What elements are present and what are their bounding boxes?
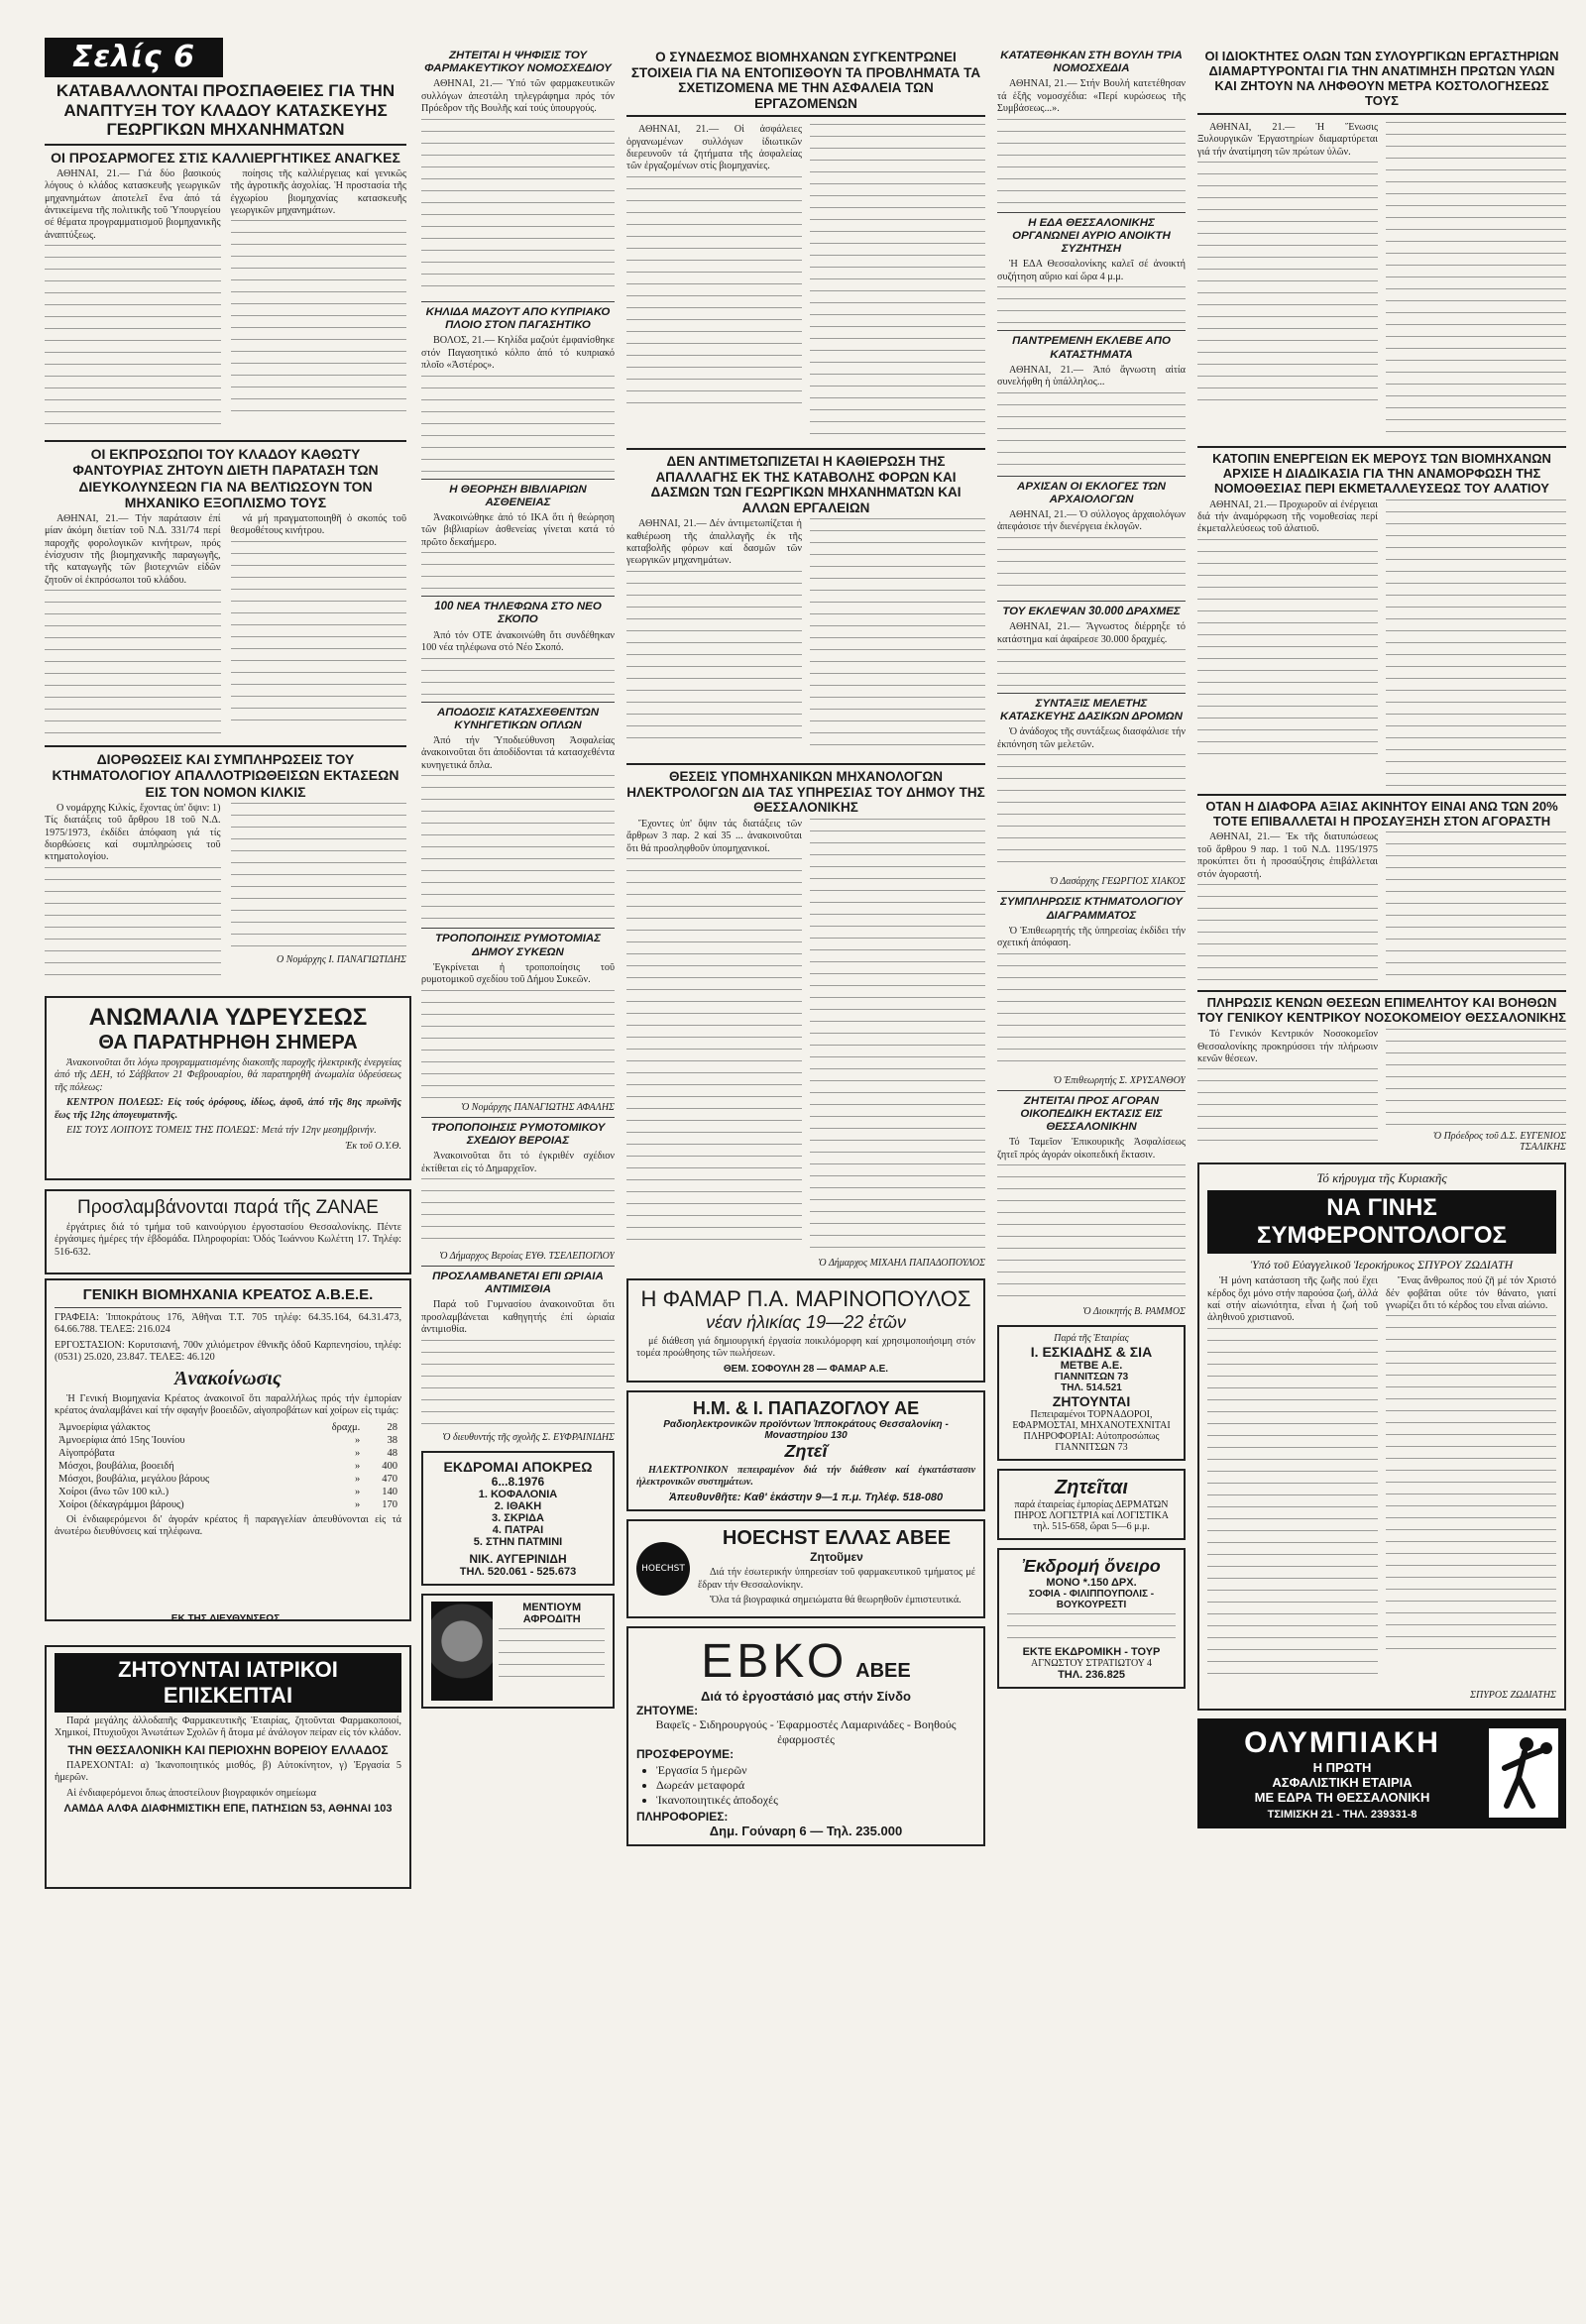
ad-famar [626,1278,985,1383]
ad-water-title: ΑΝΩΜΑΛΙΑ ΥΔΡΕΥΣΕΩΣ [88,1004,368,1031]
signature-sykies: Ὁ Νομάρχης ΠΑΝΑΓΙΩΤΗΣ ΑΦΑΛΗΣ [461,1101,615,1113]
ad-eskiadis-info: ΠΛΗΡΟΦΟΡΙΑΙ: Αὐτοπροσώπως ΓΙΑΝΝΙΤΣΩΝ 73 [1023,1431,1160,1454]
excursion-stop: 2. ΙΘΑΚΗ [494,1499,542,1512]
ad-water-supply [45,996,411,1180]
headline-hunting-guns: ΑΠΟΔΟΣΙΣ ΚΑΤΑΣΧΕΘΕΝΤΩΝ ΚΥΝΗΓΕΤΙΚΩΝ ΟΠΛΩΝ [436,706,600,731]
headline-cadastre: ΣΥΜΠΛΗΡΩΣΙΣ ΚΤΗΜΑΤΟΛΟΓΙΟΥ ΔΙΑΓΡΑΜΜΑΤΟΣ [1000,896,1183,922]
ad-medical-offer: ΠΑΡΕΧΟΝΤΑΙ: α) Ἱκανοποιητικός μισθός, β) Αὐτοκίνητον, γ) Ἐργασία 5 ἡμερῶν. [55,1759,401,1784]
headline-representatives: ΟΙ ΕΚΠΡΟΣΩΠΟΙ ΤΟΥ ΚΛΑΔΟΥ ΚΑΘΩΤΥ ΦΑΝΤΟΥΡΙΑΣ ΖΗΤΟΥΝ ΔΙΕΤΗ ΠΑΡΑΤΑΣΗ ΤΩΝ ΔΙΕΥΚΟΛΥΝΣΕΩΝ ΓΙΑ ΝΑ ΒΕΛΤΙΩΣΟΥΝ ΤΟΝ ΜΗΧΑΝΙΚΟ ΕΞΟΠΛΙΣΜΟ ΤΟΥΣ [72,446,379,510]
ad-medical-reps [45,1645,411,1889]
excursion-stop: 4. ΠΑΤΡΑΙ [492,1523,544,1536]
ad-excursion [421,1451,615,1586]
article-shoplifter: ΑΘΗΝΑΙ, 21.— Ἀπό ἄγνωστη αἰτία συνελήφθη ἡ ὑπάλληλος... [997,364,1186,388]
sermon-byline: Ὑπό τοῦ Εὐαγγελικοῦ Ἱεροκήρυκος ΣΠΥΡΟΥ ΖΩΔΙΑΤΗ [1250,1258,1514,1273]
ad-water-from: Ἐκ τοῦ Ο.Υ.Θ. [345,1140,401,1152]
ad-water-areas: ΚΕΝΤΡΟΝ ΠΟΛΕΩΣ: Εἰς τούς ὀρόφους, ἰδίως, ἀφοῦ, ἀπό τῆς 8ης πρωϊνῆς ἕως τῆς 12ης ἀπογευματινῆς. [55,1097,401,1121]
ad-meat-announce-title: Ἀνακοίνωσις [174,1367,282,1389]
headline-property-value: ΟΤΑΝ Η ΔΙΑΦΟΡΑ ΑΞΙΑΣ ΑΚΙΝΗΤΟΥ ΕΙΝΑΙ ΑΝΩ ΤΩΝ 20% ΤΟΤΕ ΕΠΙΒΑΛΛΕΤΑΙ Η ΠΡΟΣΑΥΞΗΣΗ ΣΤΟΝ ΑΓΟΡΑΣΤΗ [1205,798,1558,829]
ad-evko [626,1626,985,1846]
article-engineers: Ἔχοντες ὑπ' ὄψιν τάς διατάξεις τῶν ἄρθρων 3 παρ. 2 καί 35 ... ἀνακοινοῦται ὅτι θά προσληφθοῦν ὑπομηχανικοί. [626,818,802,854]
signature-school: Ὁ διευθυντής τῆς σχολῆς Σ. ΕΥΦΡΑΙΝΙΔΗΣ [442,1431,615,1443]
signature-inspector: Ὁ Ἐπιθεωρητής Σ. ΧΡΥΣΑΝΘΟΥ [1053,1074,1186,1086]
headline-sykies-plan: ΤΡΟΠΟΠΟΙΗΣΙΣ ΡΥΜΟΤΟΜΙΑΣ ΔΗΜΟΥ ΣΥΚΕΩΝ [434,933,601,958]
article-representatives-p2: νά μή πραγματοποιηθῆ ὁ σκοπός τοῦ θεσμοθέτους κινήτρου. [230,512,406,537]
ad-medical-title: ΖΗΤΟΥΝΤΑΙ ΙΑΤΡΙΚΟΙ ΕΠΙΣΚΕΠΤΑΙ [55,1653,401,1713]
price-unit: » [355,1473,361,1485]
column-3 [626,50,985,2289]
price-unit: » [355,1498,361,1510]
price-unit: » [355,1447,361,1459]
ad-meat-price-table [55,1421,401,1511]
ad-meat-announce-body: Ἡ Γενική Βιομηχανία Κρέατος ἀνακοινοῖ ὅτι παραλλήλως πρός τήν ἐμπορίαν κρέατος ἀναλαμβάνει καί τήν σφαγήν βοοειδῶν, αἰγοπροβάτων καί χοίρων εἰς τιμάς: [55,1392,401,1417]
ad-evko-offers [656,1763,975,1808]
price-row [55,1486,401,1498]
headline-machinery: ΚΑΤΑΒΑΛΛΟΝΤΑΙ ΠΡΟΣΠΑΘΕΙΕΣ ΓΙΑ ΤΗΝ ΑΝΑΠΤΥΞΗ ΤΟΥ ΚΛΑΔΟΥ ΚΑΤΑΣΚΕΥΗΣ ΓΕΩΡΓΙΚΩΝ ΜΗΧΑΝΗΜΑΤΩΝ [56,81,396,140]
ad-accountant [997,1469,1186,1540]
ad-evko-info-label: ΠΛΗΡΟΦΟΡΙΕΣ: [636,1809,729,1824]
excursion-stop: 3. ΣΚΡΙΔΑ [491,1511,545,1524]
ad-papazoglou [626,1390,985,1512]
ad-olympiaki-footer: ΤΣΙΜΙΣΚΗ 21 - ΤΗΛ. 239331-8 [1267,1808,1417,1821]
ad-hoechst-title: HOECHST ΕΛΛΑΣ ΑΒΕΕ [722,1527,952,1550]
ad-dream-excursion [997,1548,1186,1689]
price-row [55,1460,401,1473]
hoechst-logo-icon: HOECHST [636,1542,690,1596]
price-unit: » [355,1460,361,1472]
headline-carpenters: ΟΙ ΙΔΙΟΚΤΗΤΕΣ ΟΛΩΝ ΤΩΝ ΣΥΛΟΥΡΓΙΚΩΝ ΕΡΓΑΣΤΗΡΙΩΝ ΔΙΑΜΑΡΤΥΡΟΝΤΑΙ ΓΙΑ ΤΗΝ ΑΝΑΤΙΜΗΣΗ ΠΡΩΤΩΝ ΥΛΩΝ ΚΑΙ ΖΗΤΟΥΝ ΝΑ ΛΗΦΘΟΥΝ ΜΕΤΡΑ ΚΟΣΤΟΛΟΓΗΣΕΩΣ ΤΟΥΣ [1204,50,1559,108]
article-cadastre: Ὁ Ἐπιθεωρητής τῆς ὑπηρεσίας ἐκδίδει τήν σχετική ἀπόφαση. [997,925,1186,949]
ad-papazoglou-wanted: Ζητεῖ [784,1440,828,1461]
ad-excursion-phone: ΤΗΛ. 520.061 - 525.673 [459,1565,577,1578]
headline-salt: ΚΑΤΟΠΙΝ ΕΝΕΡΓΕΙΩΝ ΕΚ ΜΕΡΟΥΣ ΤΩΝ ΒΙΟΜΗΧΑΝΩΝ ΑΡΧΙΣΕ Η ΔΙΑΔΙΚΑΣΙΑ ΓΙΑ ΤΗΝ ΑΝΑΜΟΡΦΩΣΗ ΤΗΣ ΝΟΜΟΘΕΣΙΑΣ ΠΕΡΙ ΕΚΜΕΤΑΛΛΕΥΣΕΩΣ ΤΟΥ ΑΛΑΤΙΟΥ [1212,450,1551,496]
headline-archaeologists: ΑΡΧΙΣΑΝ ΟΙ ΕΚΛΟΓΕΣ ΤΩΝ ΑΡΧΑΙΟΛΟΓΩΝ [1017,480,1166,505]
headline-forest-roads: ΣΥΝΤΑΞΙΣ ΜΕΛΕΤΗΣ ΚΑΤΑΣΚΕΥΗΣ ΔΑΣΙΚΩΝ ΔΡΟΜΩΝ [1000,698,1183,723]
headline-shoplifter: ΠΑΝΤΡΕΜΕΝΗ ΕΚΛΕΒΕ ΑΠΟ ΚΑΤΑΣΤΗΜΑΤΑ [1012,335,1171,361]
price-item: Μόσχοι, βουβάλια, βοοειδή [58,1460,174,1472]
ad-papazoglou-title: Η.Μ. & Ι. ΠΑΠΑΖΟΓΛΟΥ ΑΕ [692,1397,920,1418]
ad-dream-phone: ΤΗΛ. 236.825 [1058,1669,1125,1682]
sermon-p2: Ἕνας ἄνθρωπος πού ζῆ μέ τόν Χριστό δέν φοβᾶται οὔτε τόν θάνατο, γιατί γνωρίζει ὅτι τό κέρδος του εἶναι αἰώνιο. [1386,1275,1556,1311]
sermon-p1: Ἡ μόνη κατάσταση τῆς ζωῆς πού ἔχει κέρδος ὄχι μόνο στήν παρούσα ζωή, ἀλλά καί στήν αἰωνιότητα, εἶναι ἡ ζωή τοῦ ἀληθινοῦ χριστιανοῦ. [1207,1275,1378,1324]
ad-excursion-stops [431,1489,605,1548]
ad-water-subtitle: ΘΑ ΠΑΡΑΤΗΡΗΘΗ ΣΗΜΕΡΑ [98,1032,358,1053]
ad-meat-closing: Οἱ ἐνδιαφερόμενοι δι' ἀγοράν κρέατος ἢ παραγγελίαν ἀπευθύνονται εἰς τά ἀνωτέρω διευθύνσεις καί τηλέφωνα. [55,1513,401,1538]
ad-medical-body: Παρά μεγάλης ἀλλοδαπῆς Φαρμακευτικῆς Ἑταιρίας, ζητοῦνται Φαρμακοποιοί, Χημικοί, Πτυχιοῦχοι Ἀνωτάτων Σχολῶν ἢ ἄτομα μέ ἀνάλογον πείραν εἰς τόν κλάδον. [55,1715,401,1739]
signature-forest: Ὁ Δασάρχης ΓΕΩΡΓΙΟΣ ΧΙΑΚΟΣ [1049,876,1186,888]
headline-industrialists: Ο ΣΥΝΔΕΣΜΟΣ ΒΙΟΜΗΧΑΝΩΝ ΣΥΓΚΕΝΤΡΩΝΕΙ ΣΤΟΙΧΕΙΑ ΓΙΑ ΝΑ ΕΝΤΟΠΙΣΘΟΥΝ ΤΑ ΠΡΟΒΛΗΜΑΤΑ ΤΑ ΣΧΕΤΙΖΟΜΕΝΑ ΜΕ ΤΗΝ ΑΣΦΑΛΕΙΑ ΤΩΝ ΕΡΓΑΖΟΜΕΝΩΝ [630,50,981,111]
sermon-signature: ΣΠΥΡΟΣ ΖΩΔΙΑΤΗΣ [1470,1689,1556,1701]
article-forest-roads: Ὁ ἀνάδοχος τῆς συντάξεως διασφάλισε τήν ἐκπόνηση τῶν μελετῶν. [997,726,1186,750]
headline-hourly-hire: ΠΡΟΣΛΑΜΒΑΝΕΤΑΙ ΕΠΙ ΩΡΙΑΙΑ ΑΝΤΙΜΙΣΘΙΑ [432,1270,604,1296]
ad-dream-price: ΜΟΝΟ *.150 ΔΡΧ. [1046,1577,1137,1590]
ad-hoechst-footer: Ὅλα τά βιογραφικά σημειώματα θά θεωρηθοῦν ἐμπιστευτικά. [710,1595,962,1606]
ad-evko-suffix: ΑΒΕΕ [855,1659,911,1682]
signature-veria: Ὁ Δήμαρχος Βεροίας ΕΥΘ. ΤΣΕΛΕΠΟΓΛΟΥ [439,1250,615,1262]
ad-dream-body: ΣΟΦΙΑ - ΦΙΛΙΠΠΟΥΠΟΛΙΣ - ΒΟΥΚΟΥΡΕΣΤΙ [1028,1589,1155,1611]
ad-dream-title: Ἐκδρομή ὄνειρο [1022,1556,1161,1577]
column-5 [1197,50,1566,2289]
ad-eskiadis-body: Πεπειραμένοι ΤΟΡΝΑΔΟΡΟΙ, ΕΦΑΡΜΟΣΤΑΙ, ΜΗΧΑΝΟΤΕΧΝΙΤΑΙ [1012,1409,1171,1432]
article-machinery-p1: ΑΘΗΝΑΙ, 21.— Γιά δύο βασικούς λόγους ὁ κλάδος κατασκευῆς γεωργικῶν μηχανημάτων ἀποτελεῖ ἕνα ἀπό τά ἀντικείμενα τῆς πολιτικῆς τοῦ Ὑπουργείου σέ θέματα προγραμματισμοῦ βιομηχανικῆς ἀναπτύξεως. [45,167,221,241]
ad-eskiadis [997,1325,1186,1461]
ad-eskiadis-subtitle: ΜΕΤΒΕ Α.Ε. [1060,1360,1123,1373]
ad-meat-industry [45,1278,411,1621]
ad-eskiadis-phone: ΤΗΛ. 514.521 [1061,1383,1122,1394]
article-telephones: Ἀπό τόν ΟΤΕ ἀνακοινώθη ὅτι συνδέθηκαν 100 νέα τηλέφωνα στό Νέο Σκοπό. [421,629,615,654]
article-oil-spill: ΒΟΛΟΣ, 21.— Κηλίδα μαζούτ ἐμφανίσθηκε στόν Παγασητικό κόλπο ἀπό τό κυπριακό πλοῖο «Ἀστέρος». [421,335,615,372]
article-kilkis-p1: Ο νομάρχης Κιλκίς, ἔχοντας ὑπ' ὄψιν: 1) Τίς διατάξεις τοῦ ἄρθρου 18 τοῦ Ν.Δ. 1975/1973, ἐκδίδει ἀπόφαση γιά τίς διορθώσεις καί συμπληρώσεις τοῦ κτηματολογίου. [45,802,221,863]
ad-hoechst-subtitle: Ζητοῦμεν [810,1550,863,1565]
ad-papazoglou-body: ΗΛΕΚΤΡΟΝΙΚΟΝ πεπειραμένον διά τήν διάθεσιν καί ἐγκατάστασιν ἠλεκτρονικῶν συστημάτων. [636,1464,975,1488]
evko-offer-item: • Δωρεάν μεταφορά [656,1778,975,1793]
price-row [55,1447,401,1460]
headline-bills: ΚΑΤΑΤΕΘΗΚΑΝ ΣΤΗ ΒΟΥΛΗ ΤΡΙΑ ΝΟΜΟΣΧΕΔΙΑ [1000,50,1183,75]
excursion-stop: 5. ΣΤΗΝ ΠΑΤΜΙΝΙ [473,1535,563,1548]
price-item: Μόσχοι, βουβάλια, μεγάλου βάρους [58,1473,210,1485]
article-hospital: Τό Γενικόν Κεντρικόν Νοσοκομεῖον Θεσσαλονίκης προκηρύσσει τήν πλήρωσιν κενῶν θέσεων. [1197,1029,1378,1064]
article-property-value: ΑΘΗΝΑΙ, 21.— Ἐκ τῆς διατυπώσεως τοῦ ἄρθρου 9 παρ. 1 τοῦ Ν.Δ. 1195/1975 προκύπτει ὅτι ἡ προσαύξησις ἐπιβάλλεται στόν ἀγοραστή. [1197,831,1378,880]
price-price: 470 [382,1473,397,1485]
ad-water-areas2: ΕΙΣ ΤΟΥΣ ΛΟΙΠΟΥΣ ΤΟΜΕΙΣ ΤΗΣ ΠΟΛΕΩΣ: Μετά τήν 12ην μεσημβρινήν. [66,1125,377,1137]
excursion-stop: 1. ΚΟΦΑΛΟΝΙΑ [478,1488,558,1500]
price-unit: » [355,1434,361,1446]
article-carpenters: ΑΘΗΝΑΙ, 21.— Ἡ Ἕνωσις Ξυλουργικῶν Ἐργαστηρίων διαμαρτύρεται γιά τήν ἀνατίμηση τῶν πρώτων ὑλῶν. [1197,121,1378,158]
ad-meat-offices: ΓΡΑΦΕΙΑ: Ἱπποκράτους 176, Ἀθῆναι Τ.Τ. 705 τηλέφ: 64.35.164, 64.31.473, 64.66.788. ΤΕΛΕΞ: 216.024 [55,1312,401,1336]
article-veria-plan: Ἀνακοινοῦται ὅτι τό ἐγκριθέν σχέδιον ἐκτίθεται εἰς τό Δημαρχεῖον. [421,1151,615,1174]
price-price: 48 [387,1447,397,1459]
ad-papazoglou-subtitle: Ραδιοηλεκτρονικῶν προϊόντων Ἰπποκράτους Θεσσαλονίκη - Μοναστηρίου 130 [663,1418,949,1441]
ad-olympiaki-line2: ΑΣΦΑΛΙΣΤΙΚΗ ΕΤΑΙΡΙΑ [1272,1774,1413,1790]
evko-offer-item: • Ἐργασία 5 ἡμερῶν [656,1763,975,1778]
ad-famar-subtitle: νέαν ἡλικίας 19—22 ἐτῶν [706,1311,906,1332]
price-item: Ἀμνοερίφια ἀπό 15ης Ἰουνίου [58,1434,185,1446]
article-machinery-p2: ποίησις τῆς καλλιέργειας καί γενικῶς τῆς ἀγροτικῆς ἀσχολίας. Ἡ προστασία τῆς ἐγχωρίου βιομηχανίας κατασκευῆς γεωργικῶν μηχανημάτων. [230,167,406,217]
headline-machinery-sub: ΟΙ ΠΡΟΣΑΡΜΟΓΕΣ ΣΤΙΣ ΚΑΛΛΙΕΡΓΗΤΙΚΕΣ ΑΝΑΓΚΕΣ [51,149,400,166]
price-row [55,1473,401,1486]
ad-hoechst [626,1519,985,1617]
price-price: 400 [382,1460,397,1472]
article-land-purchase: Τό Ταμεῖον Ἐπικουρικῆς Ἀσφαλίσεως ζητεῖ πρός ἀγοράν οἰκοπεδική ἔκτασιν. [997,1137,1186,1161]
evko-offer-item: • Ἱκανοποιητικές ἀποδοχές [656,1793,975,1808]
ad-olympiaki [1197,1718,1566,1828]
sermon-title: ΝΑ ΓΙΝΗΣ ΣΥΜΦΕΡΟΝΤΟΛΟΓΟΣ [1207,1190,1556,1254]
ad-excursion-date: 6...8.1976 [491,1474,545,1489]
ad-accountant-title: Ζητεῖται [1055,1477,1128,1499]
ad-zanae [45,1189,411,1274]
ad-dentist [421,1594,615,1709]
price-price: 38 [387,1434,397,1446]
headline-pharma-bill: ΖΗΤΕΙΤΑΙ Η ΨΗΦΙΣΙΣ ΤΟΥ ΦΑΡΜΑΚΕΥΤΙΚΟΥ ΝΟΜΟΣΧΕΔΙΟΥ [424,50,612,75]
ad-dream-agency: ΕΚΤΕ ΕΚΔΡΟΜΙΚΗ - ΤΟΥΡ [1022,1646,1161,1659]
sermon-kicker: Τό κήρυγμα τῆς Κυριακῆς [1316,1170,1447,1186]
ad-evko-title: ΕΒΚΟ [701,1634,849,1688]
headline-telephones: 100 ΝΕΑ ΤΗΛΕΦΩΝΑ ΣΤΟ ΝΕΟ ΣΚΟΠΟ [434,601,602,626]
ad-evko-subtitle: Διά τό ἐργοστάσιό μας στήν Σίνδο [701,1688,911,1704]
article-hourly-hire: Παρά τοῦ Γυμνασίου ἀνακοινοῦται ὅτι προσλαμβάνεται καθηγητής ἐπί ὡριαία ἀντιμισθία. [421,1299,615,1336]
ad-olympiaki-title: ΟΛΥΜΠΙΑΚΗ [1244,1725,1440,1759]
headline-theft: ΤΟΥ ΕΚΛΕΨΑΝ 30.000 ΔΡΑΧΜΕΣ [1002,605,1181,617]
ad-eskiadis-address: ΓΙΑΝΝΙΤΣΩΝ 73 [1054,1372,1129,1383]
ad-famar-body: μέ διάθεση γιά δημιουργική ἐργασία ποικιλόμορφη καί χρησιμοποιήσιμη στόν τομέα προώθησης τῶν πωλήσεων. [636,1335,975,1360]
article-pharma-bill: ΑΘΗΝΑΙ, 21.— Ὑπό τῶν φαρμακευτικῶν συλλόγων ἀπεστάλη τηλεγράφημα πρός τόν Πρόεδρον τῆς Βουλῆς καί τούς ὑπουργούς. [421,78,615,115]
ad-hoechst-body: Διά τήν ἐσωτερικήν ὑπηρεσίαν τοῦ φαρμακευτικοῦ τμήματος μέ ἕδραν τήν Θεσσαλονίκην. [698,1567,975,1591]
price-row [55,1434,401,1447]
ad-meat-dept: ΕΚ ΤΗΣ ΔΙΕΥΘΥΝΣΕΩΣ [170,1613,281,1624]
headline-tax-exemption: ΔΕΝ ΑΝΤΙΜΕΤΩΠΙΖΕΤΑΙ Η ΚΑΘΙΕΡΩΣΗ ΤΗΣ ΑΠΑΛΛΑΓΗΣ ΕΚ ΤΗΣ ΚΑΤΑΒΟΛΗΣ ΦΟΡΩΝ ΚΑΙ ΔΑΣΜΩΝ ΤΩΝ ΓΕΩΡΓΙΚΩΝ ΜΗΧΑΝΗΜΑΤΩΝ ΚΑΙ ΑΛΛΩΝ ΕΡΓΑΛΕΙΩΝ [650,454,962,515]
ad-dentist-title: ΜΕΝΤΙΟΥΜ ΑΦΡΟΔΙΤΗ [522,1601,582,1625]
price-item: Χοίροι (δέκαγράμμοι βάρους) [58,1498,184,1510]
ad-famar-footer: ΘΕΜ. ΣΟΦΟΥΛΗ 28 — ΦΑΜΑΡ Α.Ε. [723,1363,889,1375]
article-health-booklets: Ἀνακοινώθηκε ἀπό τό ΙΚΑ ὅτι ἡ θεώρηση τῶν βιβλιαρίων ἀσθενείας γίνεται κατά τό πρῶτο δεκαήμερο. [421,511,615,548]
price-price: 170 [382,1498,397,1510]
price-price: 28 [387,1421,397,1433]
price-row [55,1498,401,1511]
ad-famar-title: Η ΦΑΜΑΡ Π.Α. ΜΑΡΙΝΟΠΟΥΛΟΣ [640,1285,971,1311]
ad-evko-wanted-label: ΖΗΤΟΥΜΕ: [636,1703,699,1717]
ad-excursion-title: ΕΚΔΡΟΜΑΙ ΑΠΟΚΡΕΩ [443,1458,593,1475]
ad-zanae-body: ἐργάτριες διά τό τμήμα τοῦ καινούργιου ἐργοστασίου Θεσσαλονίκης. Πέντε ἐργάσιμες ἡμέρες τήν ἑβδομάδα. Πληροφορίαι: Ὁδός Ἰωάννου Κωλέττη 17. Τηλέφ: 516-632. [55,1222,401,1258]
headline-hospital: ΠΛΗΡΩΣΙΣ ΚΕΝΩΝ ΘΕΣΕΩΝ ΕΠΙΜΕΛΗΤΟΥ ΚΑΙ ΒΟΗΘΩΝ ΤΟΥ ΓΕΝΙΚΟΥ ΚΕΝΤΡΙΚΟΥ ΝΟΣΟΚΟΜΕΙΟΥ ΘΕΣΣΑΛΟΝΙΚΗΣ [1197,995,1566,1026]
ad-accountant-body: παρά ἐταιρείας ἐμπορίας ΔΕΡΜΑΤΩΝ ΠΗΡΟΣ ΛΟΓΙΣΤΡΙΑ καί ΛΟΓΙΣΤΙΚΑ [1014,1499,1169,1522]
article-archaeologists: ΑΘΗΝΑΙ, 21.— Ὁ σύλλογος ἀρχαιολόγων ἀπεφάσισε τήν διενέργεια ἐκλογῶν. [997,509,1186,533]
headline-land-purchase: ΖΗΤΕΙΤΑΙ ΠΡΟΣ ΑΓΟΡΑΝ ΟΙΚΟΠΕΔΙΚΗ ΕΚΤΑΣΙΣ ΕΙΣ ΘΕΣΣΑΛΟΝΙΚΗΝ [1020,1094,1163,1134]
ad-olympiaki-line1: Η ΠΡΩΤΗ [1312,1759,1372,1775]
price-item: Αἰγοπρόβατα [58,1447,115,1459]
ad-olympiaki-line3: ΜΕ ΕΔΡΑ ΤΗ ΘΕΣΣΑΛΟΝΙΚΗ [1254,1789,1430,1805]
headline-kilkis: ΔΙΟΡΘΩΣΕΙΣ ΚΑΙ ΣΥΜΠΛΗΡΩΣΕΙΣ ΤΟΥ ΚΤΗΜΑΤΟΛΟΓΙΟΥ ΑΠΑΛΛΟΤΡΙΩΘΕΙΣΩΝ ΕΚΤΑΣΕΩΝ ΕΙΣ ΤΟΝ ΝΟΜΟΝ ΚΙΛΚΙΣ [52,751,399,800]
ad-papazoglou-phone: Ἀπευθυνθῆτε: Καθ' ἑκάστην 9—1 π.μ. Τηλέφ. 518-080 [668,1492,944,1504]
signature-governor: Ὁ Διοικητής Β. ΡΑΜΜΟΣ [1082,1306,1186,1318]
signature-engineers: Ὁ Δήμαρχος ΜΙΧΑΗΛ ΠΑΠΑΔΟΠΟΥΛΟΣ [818,1257,985,1269]
headline-health-booklets: Η ΘΕΟΡΗΣΗ ΒΙΒΛΙΑΡΙΩΝ ΑΣΘΕΝΕΙΑΣ [449,483,587,508]
price-unit: » [355,1486,361,1497]
ad-eskiadis-pre: Παρά τῆς Ἑταιρίας [1054,1333,1129,1345]
price-row [55,1421,401,1434]
ad-evko-info: Δημ. Γούναρη 6 — Τηλ. 235.000 [709,1823,903,1838]
ad-evko-offer-label: ΠΡΟΣΦΕΡΟΥΜΕ: [636,1746,735,1761]
price-item: Χοίροι (ἄνω τῶν 100 κιλ.) [58,1486,170,1497]
article-hunting-guns: Ἀπό τήν Ὑποδιεύθυνση Ἀσφαλείας ἀνακοινοῦται ὅτι ἀποδίδονται τά κατασχεθέντα κυνηγετικά ὅπλα. [421,735,615,771]
ad-dream-address: ΑΓΝΩΣΤΟΥ ΣΤΡΑΤΙΩΤΟΥ 4 [1030,1658,1153,1670]
article-theft: ΑΘΗΝΑΙ, 21.— Ἄγνωστος διέρρηξε τό κατάστημα καί ἀφαίρεσε 30.000 δραχμές. [997,621,1186,645]
headline-engineers: ΘΕΣΕΙΣ ΥΠΟΜΗΧΑΝΙΚΩΝ ΜΗΧΑΝΟΛΟΓΩΝ ΗΛΕΚΤΡΟΛΟΓΩΝ ΔΙΑ ΤΑΣ ΥΠΗΡΕΣΙΑΣ ΤΟΥ ΔΗΜΟΥ ΤΗΣ ΘΕΣΣΑΛΟΝΙΚΗΣ [626,769,985,816]
article-tax-exemption: ΑΘΗΝΑΙ, 21.— Δέν ἀντιμετωπίζεται ἡ καθιέρωση τῆς ἀπαλλαγῆς ἐκ τῆς καταβολῆς φόρων καί δασμῶν τῶν γεωργικῶν μηχανημάτων. [626,518,802,567]
article-eda: Ἡ ΕΔΑ Θεσσαλονίκης καλεῖ σέ ἀνοικτή συζήτηση αὔριο καί ὥρα 4 μ.μ. [997,259,1186,282]
discus-thrower-icon [1489,1728,1558,1818]
sermon-box [1197,1162,1566,1711]
article-representatives-p1: ΑΘΗΝΑΙ, 21.— Τήν παράτασιν ἐπί μίαν ἀκόμη διετίαν τοῦ Ν.Δ. 331/74 περί παροχῆς φορολογικῶν κινήτρων, πρός ἐνίσχυσιν τῆς βιομηχανικῆς παραγωγῆς, τῆς καταγωγῆς τῶν βιοτεχνιῶν εἰδῶν ζητοῦν οἱ ἐκπρόσωποι τοῦ κλάδου. [45,512,221,586]
headline-oil-spill: ΚΗΛΙΔΑ ΜΑΖΟΥΤ ΑΠΟ ΚΥΠΡΙΑΚΟ ΠΛΟΙΟ ΣΤΟΝ ΠΑΓΑΣΗΤΙΚΟ [425,305,611,331]
ad-medical-region: ΤΗΝ ΘΕΣΣΑΛΟΝΙΚΗ ΚΑΙ ΠΕΡΙΟΧΗΝ ΒΟΡΕΙΟΥ ΕΛΛΑΔΟΣ [67,1742,389,1757]
column-2 [421,50,615,2289]
signature-nomarch: Ο Νομάρχης Ι. ΠΑΝΑΓΙΩΤΙΔΗΣ [277,953,406,965]
price-unit: δραχμ. [331,1421,361,1433]
price-item: Ἀμνοερίφια γάλακτος [58,1421,151,1433]
article-sykies-plan: Ἐγκρίνεται ἡ τροποποίησις τοῦ ρυμοτομικοῦ σχεδίου τοῦ Δήμου Συκεῶν. [421,961,615,986]
signature-hospital: Ὁ Πρόεδρος τοῦ Δ.Σ. ΕΥΓΕΝΙΟΣ ΤΣΑΛΙΚΗΣ [1432,1131,1566,1154]
ad-excursion-contact: ΝΙΚ. ΑΥΓΕΡΙΝΙΔΗ [469,1551,567,1566]
column-4 [997,50,1186,2289]
portrait-image [431,1602,493,1701]
ad-water-body: Ἀνακοινοῦται ὅτι λόγω προγραμματισμένης διακοπῆς παροχῆς ἠλεκτρικῆς ἐνεργείας ἀπό τῆς ΔΕΗ, τό Σάββατον 21 Φεβρουαρίου, θά παρατηρηθῆ ἀνωμαλία ὑδρεύσεως τῆς πόλεως: [55,1057,401,1093]
ad-meat-factories: ΕΡΓΟΣΤΑΣΙΟΝ: Κορυτσιανή, 700ν χιλιόμετρον ἐθνικῆς ὁδοῦ Καρπενησίου, τηλέφ: (0531) 25.020, 23.847. ΤΕΛΕΞ: 46.120 [55,1339,401,1364]
ad-eskiadis-title: Ι. ΕΣΚΙΑΔΗΣ & ΣΙΑ [1030,1344,1153,1361]
headline-eda: Η ΕΔΑ ΘΕΣΣΑΛΟΝΙΚΗΣ ΟΡΓΑΝΩΝΕΙ ΑΥΡΙΟ ΑΝΟΙΚΤΗ ΣΥΖΗΤΗΣΗ [1012,216,1171,256]
article-bills: ΑΘΗΝΑΙ, 21.— Στήν Βουλή κατετέθησαν τά ἑξῆς νομοσχέδια: «Περί κυρώσεως τῆς Συμβάσεως...». [997,78,1186,115]
ad-eskiadis-wanted: ΖΗΤΟΥΝΤΑΙ [1052,1393,1131,1410]
ad-zanae-title: Προσλαμβάνονται παρά τῆς ΖΑΝΑΕ [77,1197,379,1218]
ad-evko-wanted: Βαφεῖς - Σιδηρουργούς - Ἐφαρμοστές Λαμαρινάδες - Βοηθούς ἐφαρμοστές [655,1716,957,1746]
ad-meat-title: ΓΕΝΙΚΗ ΒΙΟΜΗΧΑΝΙΑ ΚΡΕΑΤΟΣ Α.Β.Ε.Ε. [82,1286,374,1303]
section-title: Σελίς 6 [45,38,223,77]
ad-medical-address: ΛΑΜΔΑ ΑΛΦΑ ΔΙΑΦΗΜΙΣΤΙΚΗ ΕΠΕ, ΠΑΤΗΣΙΩΝ 53, ΑΘΗΝΑΙ 103 [63,1803,393,1816]
article-salt: ΑΘΗΝΑΙ, 21.— Προχωροῦν αἱ ἐνέργειαι διά τήν ἀναμόρφωση τῆς νομοθεσίας περί ἐκμεταλλεύσεως τοῦ ἁλατιοῦ. [1197,498,1378,535]
ad-medical-apply: Αἱ ἐνδιαφερόμενοι ὅπως ἀποστείλουν βιογραφικόν σημείωμα [66,1787,316,1799]
headline-veria-plan: ΤΡΟΠΟΠΟΙΗΣΙΣ ΡΥΜΟΤΟΜΙΚΟΥ ΣΧΕΔΙΟΥ ΒΕΡΟΙΑΣ [430,1121,606,1147]
price-price: 140 [382,1486,397,1497]
ad-accountant-phone: τηλ. 515-658, ὥραι 5—6 μ.μ. [1033,1521,1150,1533]
article-industrialists-p1: ΑΘΗΝΑΙ, 21.— Οἱ ἀσφάλειες ὀργανωμένων συλλόγων ἰδιωτικῶν διερευνοῦν τά ζητήματα τῆς ἀσφαλείας τῶν ἐργαζομένων στίς βιομηχανίες. [626,124,802,172]
